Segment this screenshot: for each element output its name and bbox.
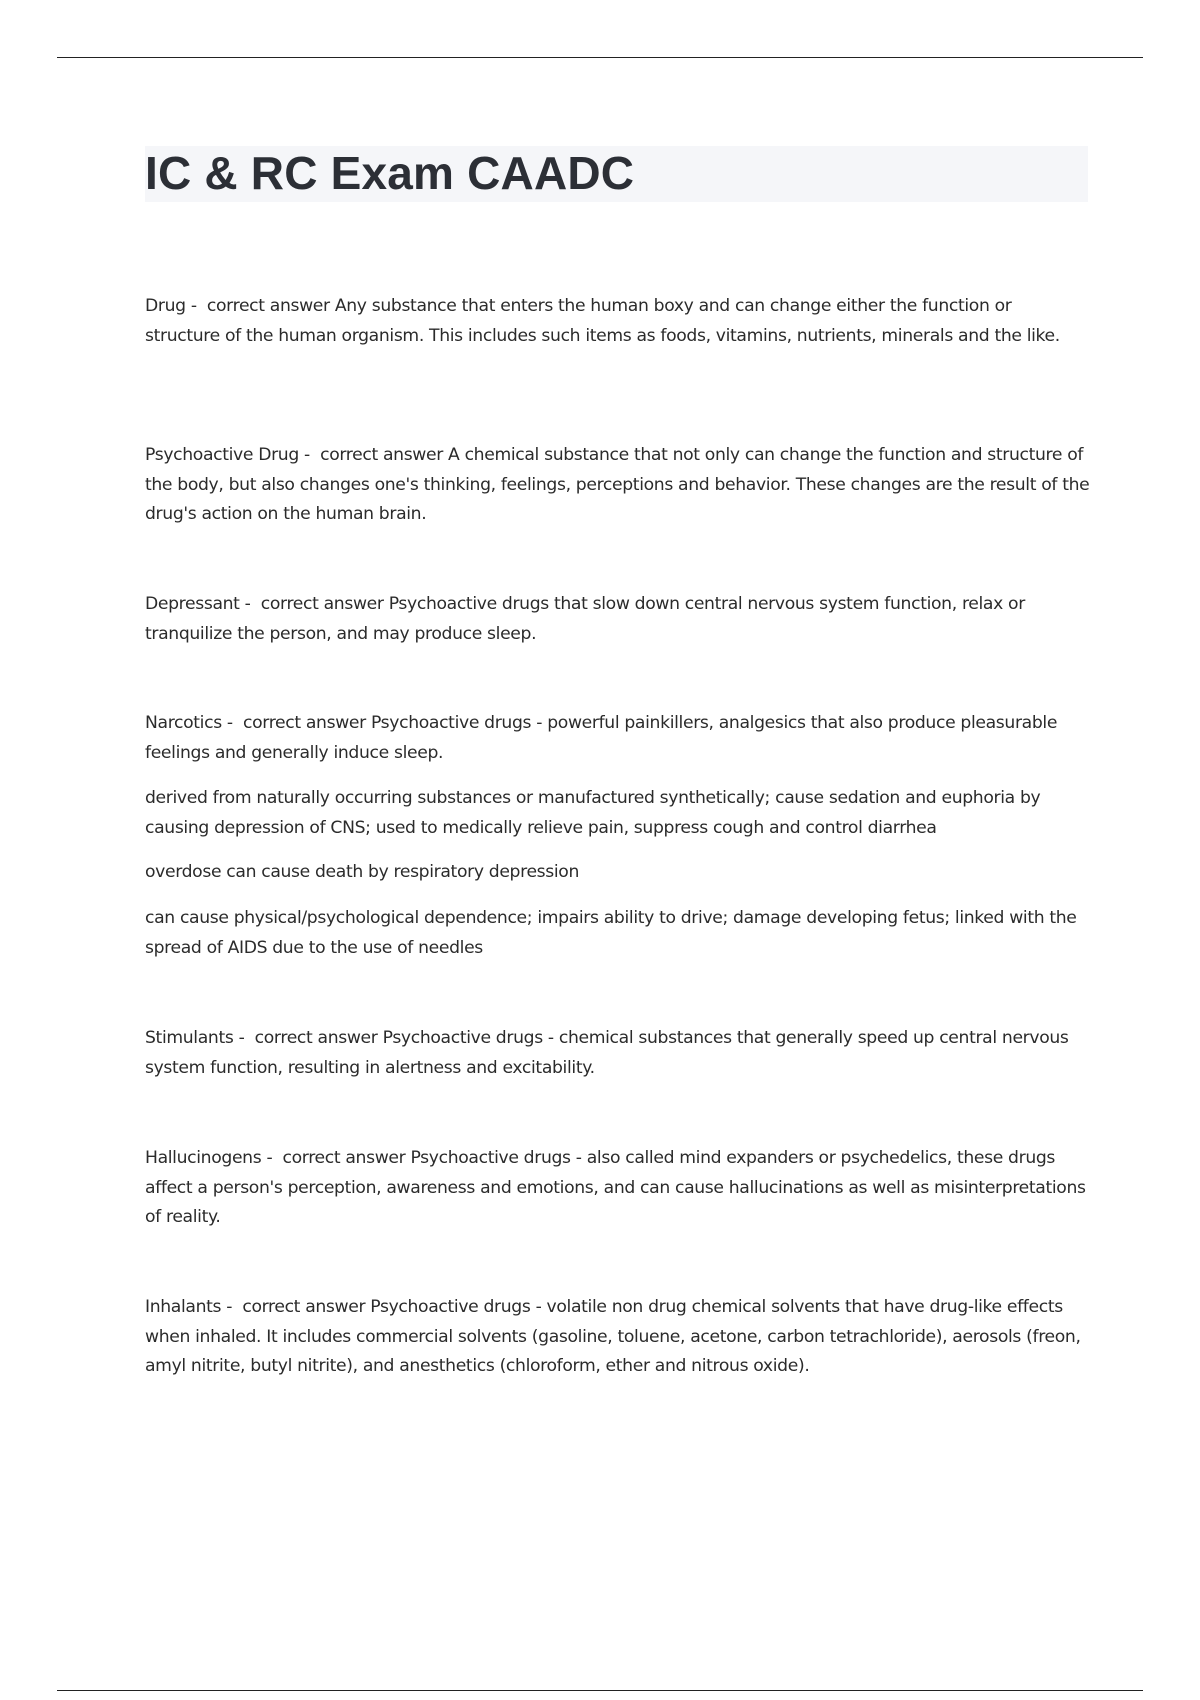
entry-term: Depressant: [145, 594, 240, 614]
entry-separator: -: [221, 713, 244, 733]
narcotics-detail-overdose: overdose can cause death by respiratory depression: [145, 862, 580, 882]
entry-hallucinogens: [145, 1144, 1090, 1233]
entry-separator: -: [233, 1028, 255, 1048]
entry-definition: correct answer Psychoactive drugs that slow down central nervous system function, relax or tranquilize the person, and may produce sleep.: [145, 594, 1025, 644]
entry-definition: correct answer Psychoactive drugs - chemical substances that generally speed up central nervous system function, resulting in alertness and excitability.: [145, 1028, 1069, 1078]
entry-definition: correct answer Psychoactive drugs - volatile non drug chemical solvents that have drug-like effects when inhaled. It includes commercial solvents (gasoline, toluene, acetone, carbon tetrachloride), aerosols (freon, amyl nitrite, butyl nitrite), and anesthetics (chloroform, ether and nitrous oxide).: [145, 1297, 1081, 1376]
entry-definition: correct answer A chemical substance that not only can change the function and structure of the body, but also changes one's thinking, feelings, perceptions and behavior. These changes are the result of the drug's action on the human brain.: [145, 445, 1090, 524]
entry-separator: -: [298, 445, 321, 465]
page-title: IC & RC Exam CAADC: [145, 147, 635, 199]
entry-term: Psychoactive Drug: [145, 445, 299, 465]
entry-psychoactive-drug: [145, 441, 1090, 530]
entry-depressant: [145, 590, 1090, 649]
entry-separator: -: [239, 594, 261, 614]
entry-drug: [145, 292, 1090, 351]
entry-definition: correct answer Psychoactive drugs - powerful painkillers, analgesics that also produce pleasurable feelings and generally induce sleep.: [145, 713, 1058, 763]
entry-separator: -: [261, 1148, 283, 1168]
entry-term: Drug: [145, 296, 186, 316]
entry-separator: -: [221, 1297, 243, 1317]
entry-term: Stimulants: [145, 1028, 234, 1048]
footer-rule: [57, 1690, 1143, 1691]
header-rule: [57, 57, 1143, 58]
entry-term: Hallucinogens: [145, 1148, 262, 1168]
entry-definition: correct answer Any substance that enters the human boxy and can change either the function or structure of the human organism. This includes such items as foods, vitamins, nutrients, minerals and the like.: [145, 296, 1060, 346]
narcotics-detail-dependence: can cause physical/psychological dependence; impairs ability to drive; damage developing fetus; linked with the spread of AIDS due to the use of needles: [145, 908, 1077, 958]
narcotics-detail-derivation: derived from naturally occurring substances or manufactured synthetically; cause sedation and euphoria by causing depression of CNS; used to medically relieve pain, suppress cough and control diarrhea: [145, 788, 1041, 838]
entry-inhalants: [145, 1293, 1090, 1382]
entry-narcotics: [145, 709, 1090, 768]
entry-term: Narcotics: [145, 713, 222, 733]
entry-stimulants: [145, 1024, 1090, 1083]
entry-definition: correct answer Psychoactive drugs - also called mind expanders or psychedelics, these drugs affect a person's perception, awareness and emotions, and can cause hallucinations as well as misinterpretations of reality.: [145, 1148, 1086, 1227]
entry-separator: -: [185, 296, 207, 316]
entry-term: Inhalants: [145, 1297, 222, 1317]
